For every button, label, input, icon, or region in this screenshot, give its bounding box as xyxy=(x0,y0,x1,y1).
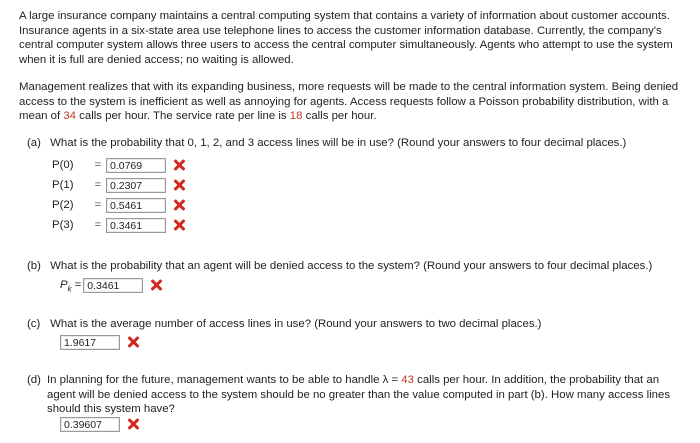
x-mark-icon xyxy=(172,178,186,192)
var-p2: P(2) xyxy=(52,198,74,211)
part-a-question xyxy=(27,136,687,151)
x-mark-icon xyxy=(126,417,140,431)
x-mark-icon xyxy=(172,158,186,172)
equals-sign: = xyxy=(94,158,102,171)
var-p0: P(0) xyxy=(52,158,74,171)
part-c-text: What is the average number of access lines in use? (Round your answers to two decimal places.) xyxy=(50,318,542,330)
part-a-label: (a) xyxy=(27,137,41,149)
part-a-text: What is the probability that 0, 1, 2, and 3 access lines will be in use? (Round your answers to four decimal places.) xyxy=(50,137,627,149)
x-mark-icon xyxy=(149,278,163,292)
part-b-label: (b) xyxy=(27,260,41,272)
part-b-question xyxy=(27,259,687,274)
part-d-question xyxy=(27,373,677,417)
mean-value: 34 xyxy=(63,110,76,123)
x-mark-icon xyxy=(126,335,140,349)
management-paragraph xyxy=(19,80,691,124)
part-c-question xyxy=(27,317,687,332)
intro-paragraph: A large insurance company maintains a central computing system that contains a variety of information about customer accounts. Insurance agents in a six-state area use telephone lines to access the customer information database. Currently, the company's central computer system allows three users to access the central computer simultaneously. Agents who attempt to use the system when it is full are denied access; no waiting is allowed. xyxy=(19,10,673,66)
access-lines-input[interactable]: 0.39607 xyxy=(60,417,120,432)
answer-row-pk xyxy=(60,276,163,294)
answer-row-c xyxy=(60,333,140,351)
pk-input[interactable]: 0.3461 xyxy=(83,278,143,293)
p0-input[interactable]: 0.0769 xyxy=(106,158,166,173)
var-pk-main: P xyxy=(60,278,68,291)
equals-sign: = xyxy=(94,198,102,211)
answer-row-p0 xyxy=(52,156,186,174)
var-p3: P(3) xyxy=(52,218,74,231)
x-mark-icon xyxy=(172,218,186,232)
answer-row-p3 xyxy=(52,216,186,234)
equals-sign: = xyxy=(74,278,82,291)
equals-sign: = xyxy=(94,218,102,231)
part-d-text xyxy=(47,373,677,417)
part-d-text-1: In planning for the future, management wants to be able to handle λ = xyxy=(47,374,402,386)
var-p1: P(1) xyxy=(52,178,74,191)
para2-text-1: Management realizes that with its expanding business, more requests will be made to the central information system. Being denied access to the system is inefficient as well as annoying for agents. Access requests follow a Poisson probability distribution, with a mean of xyxy=(19,81,679,123)
p1-input[interactable]: 0.2307 xyxy=(106,178,166,193)
avg-lines-input[interactable]: 1.9617 xyxy=(60,335,120,350)
part-c-label: (c) xyxy=(27,318,41,330)
part-b-text: What is the probability that an agent will be denied access to the system? (Round your answers to four decimal places.) xyxy=(50,260,653,272)
p3-input[interactable]: 0.3461 xyxy=(106,218,166,233)
answer-row-p2 xyxy=(52,196,186,214)
x-mark-icon xyxy=(172,198,186,212)
part-d-label: (d) xyxy=(27,374,41,386)
service-rate-value: 18 xyxy=(289,110,303,123)
para2-text-3: calls per hour. xyxy=(302,110,377,123)
lambda-value: 43 xyxy=(401,374,414,386)
var-pk-sub: k xyxy=(67,283,72,293)
answer-row-d xyxy=(60,415,140,433)
var-pk xyxy=(60,278,72,293)
equals-sign: = xyxy=(94,178,102,191)
part-d-text-2: calls per hour. In addition, the probability that an agent will be denied access to the system should be no greater than the value computed in part (b). How many access lines should this system have? xyxy=(47,374,671,416)
para2-text-2: calls per hour. The service rate per line is xyxy=(76,110,290,123)
p2-input[interactable]: 0.5461 xyxy=(106,198,166,213)
answer-row-p1 xyxy=(52,176,186,194)
